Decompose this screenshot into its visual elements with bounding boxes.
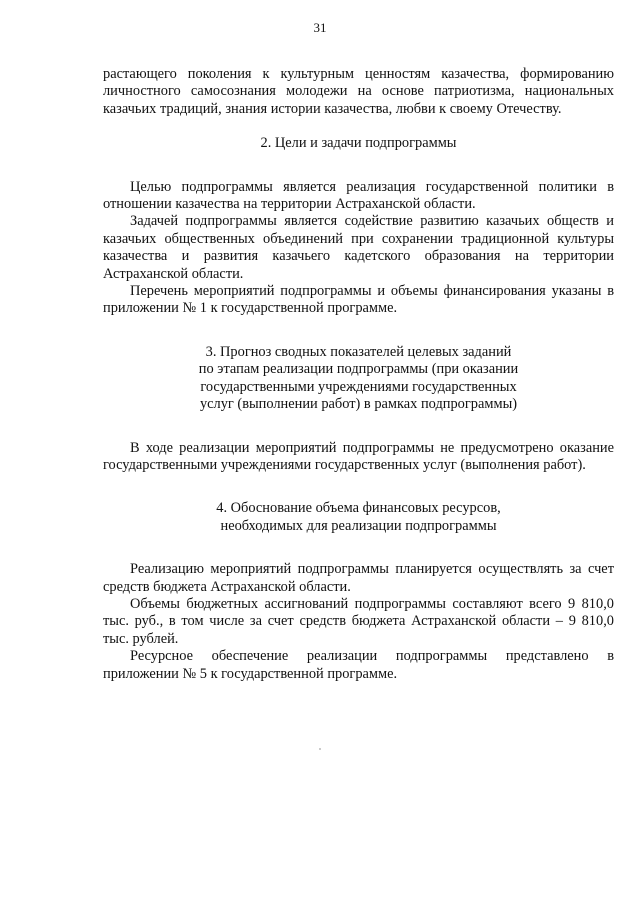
section-3-heading-line: по этапам реализации подпрограммы (при оказании: [198, 361, 519, 378]
section-3-paragraph: В ходе реализации мероприятий подпрограммы не предусмотрено оказание государственными учреждениями государственных услуг (выполнения работ).: [103, 439, 614, 473]
page-body: [103, 66, 614, 683]
section-4-heading: [103, 500, 614, 535]
section-4-paragraph: Реализацию мероприятий подпрограммы планируется осуществлять за счет средств бюджета Астраханской области.: [103, 561, 614, 595]
section-4-paragraph: Объемы бюджетных ассигнований подпрограммы составляют всего 9 810,0 тыс. руб., в том числе за счет средств бюджета Астраханской области – 9 810,0 тыс. рублей.: [103, 595, 614, 647]
scan-speck: [319, 748, 321, 750]
section-2-paragraph: Перечень мероприятий подпрограммы и объемы финансирования указаны в приложении № 1 к государственной программе.: [103, 283, 614, 317]
section-3-heading-line: 3. Прогноз сводных показателей целевых заданий: [205, 343, 512, 360]
section-3-heading-line: государственными учреждениями государственных: [200, 378, 517, 395]
section-4-heading-line: 4. Обоснование объема финансовых ресурсов,: [216, 500, 501, 517]
section-2-paragraph: Задачей подпрограммы является содействие развитию казачьих обществ и казачьих общественных объединений при сохранении традиционной культуры казачества и развития казачьего кадетского образования на территории Астраханской области.: [103, 213, 614, 282]
section-3-heading-line: услуг (выполнении работ) в рамках подпрограммы): [199, 396, 518, 413]
section-4-heading-line: необходимых для реализации подпрограммы: [220, 517, 497, 534]
section-2-paragraph: Целью подпрограммы является реализация государственной политики в отношении казачества на территории Астраханской области.: [103, 178, 614, 213]
intro-paragraph: растающего поколения к культурным ценностям казачества, формированию личностного самосознания молодежи на основе патриотизма, национальных казачьих традиций, знания истории казачества, любви к своему Отечеству.: [103, 66, 614, 117]
page-number: 31: [313, 20, 327, 35]
section-3-heading: [103, 344, 614, 414]
section-2-heading: 2. Цели и задачи подпрограммы: [260, 135, 457, 152]
section-4-paragraph: Ресурсное обеспечение реализации подпрограммы представлено в приложении № 5 к государственной программе.: [103, 648, 614, 682]
